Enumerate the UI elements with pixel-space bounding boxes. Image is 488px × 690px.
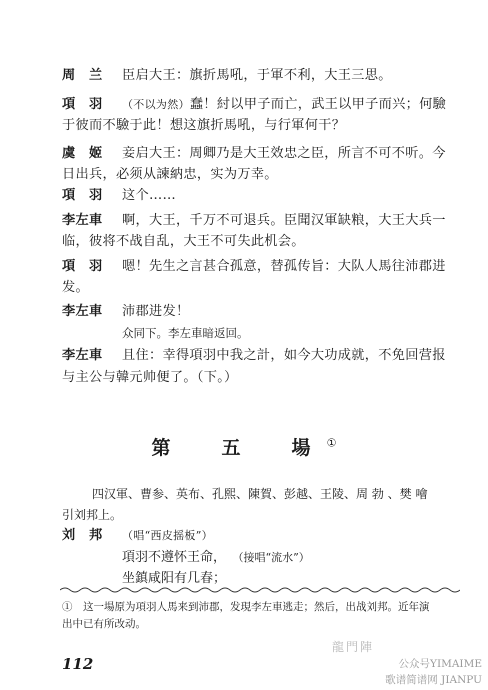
dialogue-line xyxy=(62,258,452,275)
dialogue-text: 临，彼将不战自乱，大王不可失此机会。 xyxy=(62,234,305,249)
dialogue-line xyxy=(62,303,452,320)
speaker-name: 刘 邦 xyxy=(62,528,103,543)
cast-list-continuation: 引刘邦上。 xyxy=(62,508,123,522)
watermark-logo: 龍門陣 xyxy=(332,640,375,654)
dialogue-continuation xyxy=(62,117,452,134)
scene-title-text: 第 五 場 xyxy=(151,437,327,459)
stage-aside: （不以为然） xyxy=(122,98,190,111)
dialogue-continuation xyxy=(62,166,452,183)
dialogue-text: 啊，大王，千万不可退兵。臣聞汉軍缺粮，大王大兵一 xyxy=(122,213,446,228)
speaker-name: 虞 姬 xyxy=(62,146,103,161)
speaker-name: 項 羽 xyxy=(62,259,103,274)
dialogue-text: 于彼而不驗于此！想这旗折馬吼，与行軍何干？ xyxy=(62,118,346,133)
dialogue-continuation xyxy=(62,233,452,250)
watermark-text: 公众号YIMAIME xyxy=(398,658,482,670)
dialogue-text: 臣启大王：旗折馬吼，于軍不利，大王三思。 xyxy=(122,68,392,83)
dialogue-line xyxy=(62,347,452,364)
footnote-text: ① 这一場原为項羽人馬来到沛郡，发現李左車逃走；然后，出战刘邦。近年演 xyxy=(62,601,430,613)
speaker-name: 項 羽 xyxy=(62,97,103,112)
dialogue-continuation xyxy=(62,369,452,386)
speaker-name: 周 兰 xyxy=(62,68,103,83)
cast-list: 四汉軍、曹参、英布、孔熙、陳賀、彭越、王陵、周 勃 、樊 噲 xyxy=(92,487,428,501)
lyric-text: 項羽不遵怀王命， xyxy=(122,550,227,565)
dialogue-line xyxy=(62,96,452,113)
footnote-divider xyxy=(60,586,460,594)
watermark-text: 歌谱简谱网 JIANPU xyxy=(385,674,482,686)
speaker-name: 李左車 xyxy=(62,304,103,319)
dialogue-text: 妾启大王：周卿乃是大王效忠之臣，所言不可不听。今 xyxy=(122,146,446,161)
dialogue-text: 日出兵，必须从諫納忠，实为万幸。 xyxy=(62,167,278,182)
singing-direction: （唱“西皮摇板”） xyxy=(122,529,213,542)
dialogue-text: 且住：幸得項羽中我之計，如今大功成就，不免回营报 xyxy=(122,348,446,363)
footnote-marker: ① xyxy=(326,436,337,450)
lyric-line: 坐鎮咸阳有几春； xyxy=(122,571,227,586)
footnote-text-continuation: 出中已有所改动。 xyxy=(62,618,146,630)
scene-title xyxy=(0,433,488,460)
speaker-name: 李左車 xyxy=(62,213,103,228)
singing-direction: （接唱“流水”） xyxy=(238,551,310,564)
stage-direction: 众同下。李左車暗返回。 xyxy=(122,326,249,340)
dialogue-line xyxy=(62,212,452,229)
dialogue-line xyxy=(62,67,452,84)
song-cue-line xyxy=(62,527,452,544)
dialogue-text: 这个…… xyxy=(122,188,176,203)
dialogue-continuation xyxy=(62,279,452,296)
dialogue-text: 与主公与韓元帅便了。（下。） xyxy=(62,370,238,385)
lyric-line xyxy=(122,549,310,566)
dialogue-text: 蠢！紂以甲子而亡，武王以甲子而兴；何驗 xyxy=(189,97,447,112)
speaker-name: 李左車 xyxy=(62,348,103,363)
dialogue-line xyxy=(62,187,452,204)
dialogue-text: 发。 xyxy=(62,280,89,295)
dialogue-text: 沛郡进发！ xyxy=(122,304,190,319)
dialogue-text: 嗯！先生之言甚合孤意，替孤传旨：大队人馬往沛郡进 xyxy=(122,259,446,274)
dialogue-line xyxy=(62,145,452,162)
speaker-name: 項 羽 xyxy=(62,188,103,203)
page-number: 112 xyxy=(62,655,94,673)
